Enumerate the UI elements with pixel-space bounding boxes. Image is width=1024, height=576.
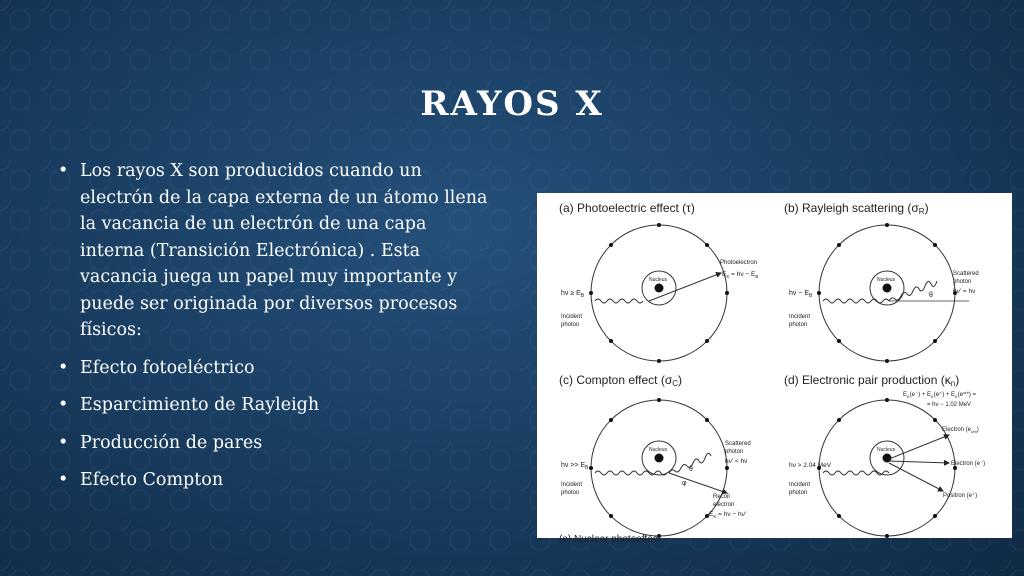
bullet-list (56, 158, 496, 505)
bullet-item: • Efecto Compton (56, 467, 496, 494)
panel-photoelectric (559, 201, 758, 363)
svg-text:Incident: Incident (561, 314, 583, 320)
panel-d-heading: (d) Electronic pair production (κn) (784, 373, 960, 388)
bullet-item: • Efecto fotoeléctrico (56, 355, 496, 382)
svg-text:hν >> EB: $h\nu >> E_B$ (561, 462, 589, 471)
svg-text:Photoelectron: Photoelectron (720, 260, 758, 266)
svg-text:photon: photon (561, 490, 580, 496)
bullet-item: • Esparcimiento de Rayleigh (56, 392, 496, 419)
svg-text:Positron (e⁺): Positron (e⁺) (943, 493, 978, 499)
panel-b-heading: (b) Rayleigh scattering (σR) (784, 201, 929, 216)
svg-text:= hν − 1.02 MeV: = hν − 1.02 MeV (927, 402, 972, 408)
svg-text:Incident: Incident (789, 314, 811, 320)
panel-rayleigh (784, 201, 979, 363)
svg-text:Incident: Incident (789, 482, 811, 488)
xray-interactions-figure (537, 193, 1012, 545)
svg-text:EK = hν − hν': $E_K = h\nu - h\nu'$ (709, 511, 747, 519)
slide-title: RAYOS X (420, 84, 604, 124)
cut-off-caption: (e) Nuclear photoeffect (559, 534, 661, 545)
svg-text:Electron (e⁻): Electron (e⁻) (951, 461, 986, 467)
svg-text:photon: photon (561, 322, 580, 328)
svg-text:Nucleus: Nucleus (649, 277, 668, 283)
svg-text:hν' = hν: hν' = hν (953, 288, 976, 295)
svg-text:Recoil: Recoil (713, 494, 730, 500)
svg-text:φ: φ (682, 480, 687, 487)
svg-text:θ: θ (689, 466, 693, 473)
svg-text:EK(e⁻) + EK(e⁺) + EK(eorb) =: $E_K(e^-) + E_K(e^+) + E_K(e^{orb})$ = (903, 390, 977, 399)
svg-text:Scattered: Scattered (953, 271, 979, 277)
svg-text:Nucleus: Nucleus (877, 277, 896, 283)
svg-text:photon: photon (789, 322, 808, 328)
bullet-item: • Los rayos X son producidos cuando un electrón de la capa externa de un átomo llena la vacancia de un electrón de una capa interna (Transición Electrónica) . Esta vacancia juega un papel muy importante y puede ser originada por diversos procesos físicos: (56, 158, 496, 344)
svg-text:Scattered: Scattered (725, 441, 751, 447)
panel-c-heading: (c) Compton effect (σC) (559, 373, 683, 388)
svg-text:Nucleus: Nucleus (877, 447, 896, 453)
svg-text:θ: θ (929, 292, 933, 299)
panel-compton (559, 373, 751, 538)
svg-text:hν ~ EB: hν ~ $E_B$ (789, 290, 813, 299)
panel-a-heading: (a) Photoelectric effect (τ) (559, 201, 695, 215)
svg-text:Electron (eorb): Electron $(e_{orb})$ (942, 427, 979, 434)
svg-text:Nucleus: Nucleus (649, 447, 668, 453)
svg-text:Incident: Incident (561, 482, 583, 488)
svg-text:electron: electron (713, 502, 735, 508)
svg-text:hν > 2.04 MeV: hν > 2.04 MeV (789, 462, 832, 469)
svg-text:hν' < hν: hν' < hν (725, 458, 748, 465)
svg-text:photon: photon (789, 490, 808, 496)
bullet-item: • Producción de pares (56, 430, 496, 457)
svg-text:photon: photon (725, 449, 744, 455)
svg-text:photon: photon (953, 279, 972, 285)
figure-svg (537, 193, 1012, 545)
svg-text:EK = hν − EB: $E_K = h\nu - E_B$ (722, 271, 759, 279)
svg-text:hν ≥ EB: $h\nu \ge E_B$ (561, 290, 585, 299)
panel-pair-production (784, 373, 985, 538)
